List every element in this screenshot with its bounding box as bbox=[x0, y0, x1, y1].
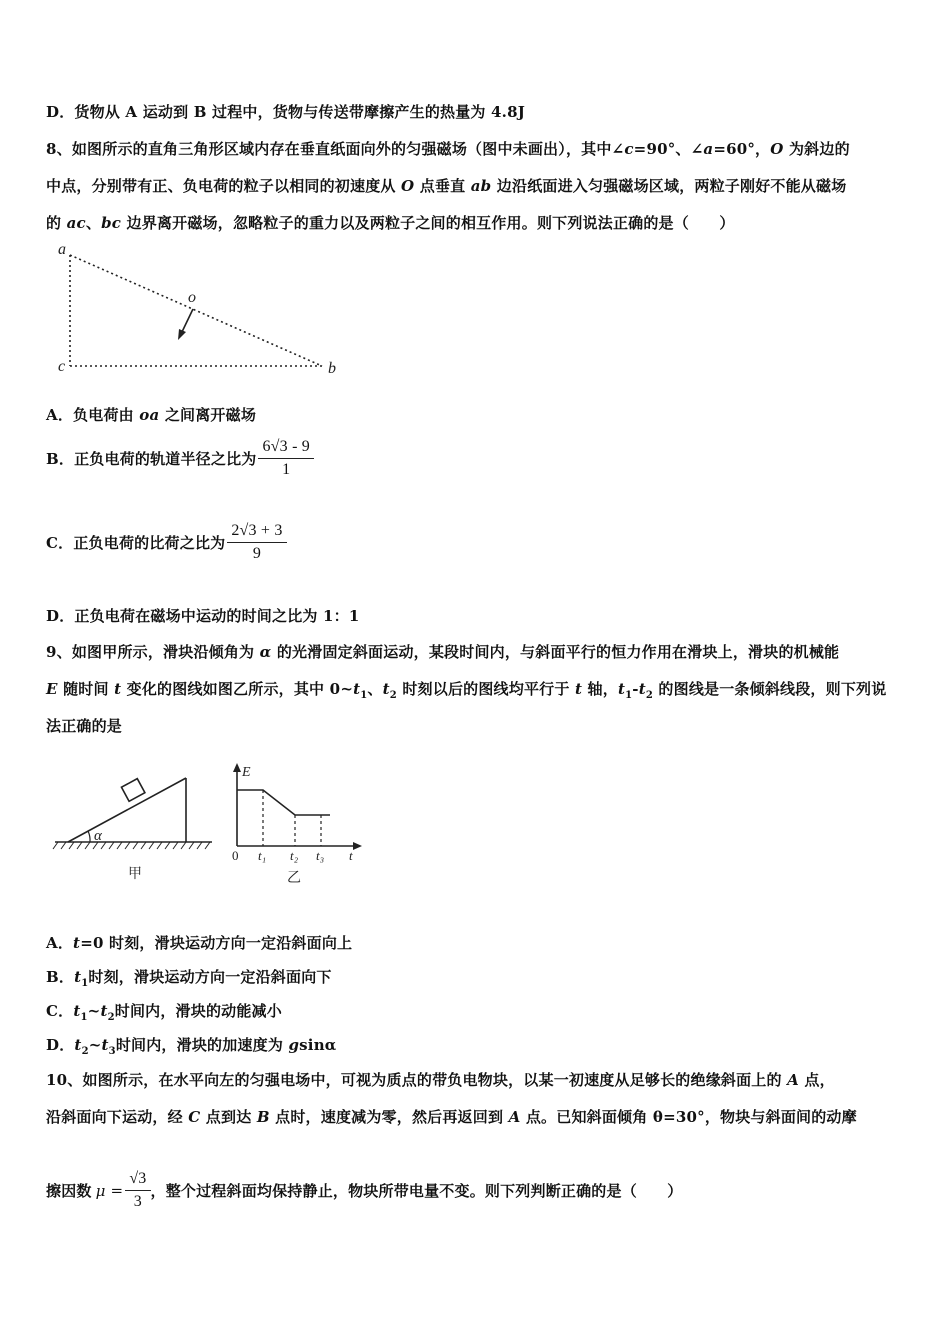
q8-option-b-denominator: 1 bbox=[282, 461, 291, 478]
q8-text: 中点，分别带有正、负电荷的粒子以相同的初速度从 bbox=[46, 177, 402, 195]
q8-option-a bbox=[46, 404, 256, 425]
q9-number: 9、 bbox=[46, 643, 72, 661]
q9-option-d-sub: 3 bbox=[108, 1046, 116, 1057]
q9-option-c-t1: t bbox=[73, 1002, 81, 1020]
q10-mu-numerator: √3 bbox=[125, 1170, 150, 1191]
q9-option-a-text: A． bbox=[46, 934, 74, 952]
q10-equals: = bbox=[105, 1181, 124, 1200]
q9-label-alpha: α bbox=[94, 828, 102, 844]
q8-seg-ac: ac bbox=[66, 214, 86, 232]
q10-point-b: B bbox=[256, 1108, 270, 1126]
q8-triangle-figure bbox=[50, 238, 350, 380]
q8-text: =90°、∠ bbox=[633, 140, 704, 158]
q9-line-3: 法正确的是 bbox=[46, 717, 123, 735]
q9-text: 时刻以后的图线均平行于 bbox=[396, 680, 575, 698]
q9-text: 如图甲所示，滑块沿倾角为 bbox=[71, 643, 260, 661]
q8-arrow-head bbox=[178, 329, 186, 340]
q9-sub: 2 bbox=[389, 690, 397, 701]
q10-text: 擦因数 bbox=[46, 1182, 92, 1200]
q9-option-d-sin: sinα bbox=[299, 1036, 337, 1054]
q8-option-b bbox=[46, 438, 314, 479]
q9-t: t bbox=[114, 680, 122, 698]
q9-slider-block bbox=[121, 779, 144, 802]
q8-option-c-fraction bbox=[227, 522, 286, 563]
q8-option-a-text: 之间离开磁场 bbox=[159, 406, 257, 424]
q8-option-b-fraction bbox=[258, 438, 314, 479]
q8-option-c bbox=[46, 522, 287, 563]
q8-point-o: O bbox=[401, 177, 415, 195]
q9-option-d-text: D． bbox=[46, 1036, 75, 1054]
q9-t1: t bbox=[353, 680, 361, 698]
q9-alpha: α bbox=[259, 643, 272, 661]
q10-line-2 bbox=[46, 1106, 857, 1127]
q10-line-1 bbox=[46, 1069, 835, 1090]
q9-option-a-text: =0 时刻，滑块运动方向一定沿斜面向上 bbox=[80, 934, 353, 952]
q8-option-b-numerator: 6√3 - 9 bbox=[258, 438, 314, 459]
q10-text: 如图所示，在水平向左的匀强电场中，可视为质点的带负电物块，以某一初速度从足够长的绝缘斜面上的 bbox=[82, 1071, 788, 1089]
q9-option-b-text: 时刻，滑块运动方向一定沿斜面向下 bbox=[88, 968, 332, 986]
q9-graph-label-t3: t₃ bbox=[316, 848, 325, 863]
q8-velocity-arrow bbox=[181, 309, 193, 334]
q9-graph-label-t2: t₂ bbox=[290, 848, 299, 863]
q9-sub: 2 bbox=[645, 690, 653, 701]
q10-line-3 bbox=[46, 1170, 683, 1211]
q9-text: 的光滑固定斜面运动，某段时间内，与斜面平行的恒力作用在滑块上，滑块的机械能 bbox=[271, 643, 840, 661]
q10-mu: μ bbox=[95, 1181, 106, 1200]
q9-incline-figure bbox=[50, 770, 220, 890]
q9-graph-label-t1: t₁ bbox=[258, 848, 267, 863]
q9-ground-hatch bbox=[53, 842, 210, 849]
q8-text: 的 bbox=[46, 214, 67, 232]
q9-text: 、 bbox=[367, 680, 383, 698]
q9-line-2 bbox=[46, 678, 886, 701]
q10-text: 点到达 bbox=[200, 1108, 257, 1126]
q9-angle-arc bbox=[88, 831, 90, 842]
q9-option-d-t3: t bbox=[101, 1036, 109, 1054]
q9-text: 的图线是一条倾斜线段，则下列说 bbox=[653, 680, 887, 698]
q8-seg-ab: ab bbox=[470, 177, 492, 195]
q8-text: 边界离开磁场，忽略粒子的重力以及两粒子之间的相互作用。则下列说法正确的是（ ） bbox=[121, 214, 735, 232]
q8-option-b-text: B．正负电荷的轨道半径之比为 bbox=[46, 450, 257, 468]
q9-option-d-sub: 2 bbox=[81, 1046, 89, 1057]
q9-graph-x-arrow bbox=[353, 842, 362, 850]
q10-point-a: A bbox=[787, 1071, 799, 1089]
q10-text: 点时，速度减为零，然后再返回到 bbox=[269, 1108, 509, 1126]
q9-option-b-text: B． bbox=[46, 968, 75, 986]
q8-seg-bc: bc bbox=[101, 214, 122, 232]
q10-text: 点。已知斜面倾角 θ=30°，物块与斜面间的动摩 bbox=[520, 1108, 857, 1126]
q8-point-o: O bbox=[770, 140, 784, 158]
q9-text: 随时间 bbox=[57, 680, 115, 698]
q9-t-axis: t bbox=[574, 680, 583, 698]
q9-option-b-sub: 1 bbox=[81, 978, 89, 989]
q8-text: 、 bbox=[85, 214, 102, 232]
q9-energy-graph bbox=[225, 760, 370, 890]
q9-sub: 1 bbox=[625, 690, 633, 701]
q10-mu-fraction bbox=[125, 1170, 150, 1211]
q8-text: 为斜边的 bbox=[783, 140, 850, 158]
q8-label-o: o bbox=[188, 289, 196, 306]
q8-label-a: a bbox=[58, 241, 66, 258]
q8-text: 边沿纸面进入匀强磁场区域，两粒子刚好不能从磁场 bbox=[491, 177, 847, 195]
q10-mu-denominator: 3 bbox=[133, 1193, 142, 1210]
q9-option-c-text: 时间内，滑块的动能减小 bbox=[114, 1002, 282, 1020]
q9-graph-label-0: 0 bbox=[232, 848, 239, 863]
q9-caption-yi: 乙 bbox=[287, 871, 301, 886]
q9-t2: t bbox=[382, 680, 390, 698]
q9-t1: t bbox=[617, 680, 626, 698]
q8-option-a-seg: oa bbox=[139, 406, 160, 424]
q8-angle-a: a bbox=[703, 140, 714, 158]
q8-line-3 bbox=[46, 212, 735, 233]
q9-option-b-t: t bbox=[74, 968, 82, 986]
q9-caption-jia: 甲 bbox=[128, 867, 142, 882]
q8-option-d: D．正负电荷在磁场中运动的时间之比为 1：1 bbox=[46, 607, 360, 625]
q8-line-1 bbox=[46, 138, 850, 159]
q9-option-a bbox=[46, 932, 352, 953]
q10-text: 点， bbox=[798, 1071, 835, 1089]
q8-option-c-denominator: 9 bbox=[252, 545, 262, 562]
q8-label-c: c bbox=[58, 358, 66, 375]
q9-text: 轴， bbox=[582, 680, 618, 698]
q9-graph-label-e: E bbox=[242, 765, 251, 780]
q9-option-d-text: 时间内，滑块的加速度为 bbox=[115, 1036, 289, 1054]
q9-text: - bbox=[632, 680, 639, 698]
q9-option-c-text: ~ bbox=[87, 1002, 101, 1020]
q9-graph-energy-line bbox=[237, 790, 330, 815]
q9-t2: t bbox=[638, 680, 646, 698]
q9-sub: 1 bbox=[360, 690, 368, 701]
q8-side-ab bbox=[70, 255, 322, 366]
q9-option-c bbox=[46, 1000, 282, 1023]
q8-option-a-text: A．负电荷由 bbox=[46, 406, 140, 424]
prev-option-d: D．货物从 A 运动到 B 过程中，货物与传送带摩擦产生的热量为 4.8J bbox=[46, 103, 526, 121]
q9-option-b bbox=[46, 966, 332, 989]
q10-text: 沿斜面向下运动，经 bbox=[46, 1108, 189, 1126]
q10-text: ，整个过程斜面均保持静止，物块所带电量不变。则下列判断正确的是（ ） bbox=[150, 1182, 683, 1200]
q8-text: =60°， bbox=[713, 140, 771, 158]
q9-option-c-sub: 1 bbox=[80, 1012, 88, 1023]
q8-option-c-text: C．正负电荷的比荷之比为 bbox=[46, 534, 226, 552]
q8-label-b: b bbox=[328, 360, 336, 377]
q9-line-1 bbox=[46, 641, 839, 662]
q8-line-2 bbox=[46, 175, 846, 196]
q9-e: E bbox=[46, 680, 58, 698]
q10-number: 10、 bbox=[46, 1071, 83, 1089]
q10-point-a: A bbox=[508, 1108, 521, 1126]
q8-number: 8、 bbox=[46, 140, 72, 158]
q9-option-d-text: ~ bbox=[88, 1036, 102, 1054]
q10-point-c: C bbox=[188, 1108, 201, 1126]
q8-option-c-numerator: 2√3 + 3 bbox=[227, 522, 286, 543]
q8-angle-c: c bbox=[624, 140, 634, 158]
q8-text: 如图所示的直角三角形区域内存在垂直纸面向外的匀强磁场（图中未画出），其中∠ bbox=[71, 140, 625, 158]
q9-option-c-t2: t bbox=[100, 1002, 108, 1020]
q9-option-c-sub: 2 bbox=[107, 1012, 115, 1023]
q8-text: 点垂直 bbox=[414, 177, 471, 195]
q9-option-d-t2: t bbox=[74, 1036, 82, 1054]
q9-option-c-text: C． bbox=[46, 1002, 74, 1020]
q9-option-a-t: t bbox=[73, 934, 81, 952]
q9-option-d bbox=[46, 1034, 337, 1057]
q9-graph-y-arrow bbox=[233, 763, 241, 772]
q9-text: 变化的图线如图乙所示，其中 0~ bbox=[121, 680, 354, 698]
q9-option-d-g: g bbox=[288, 1036, 300, 1054]
q9-graph-label-t: t bbox=[349, 848, 353, 863]
